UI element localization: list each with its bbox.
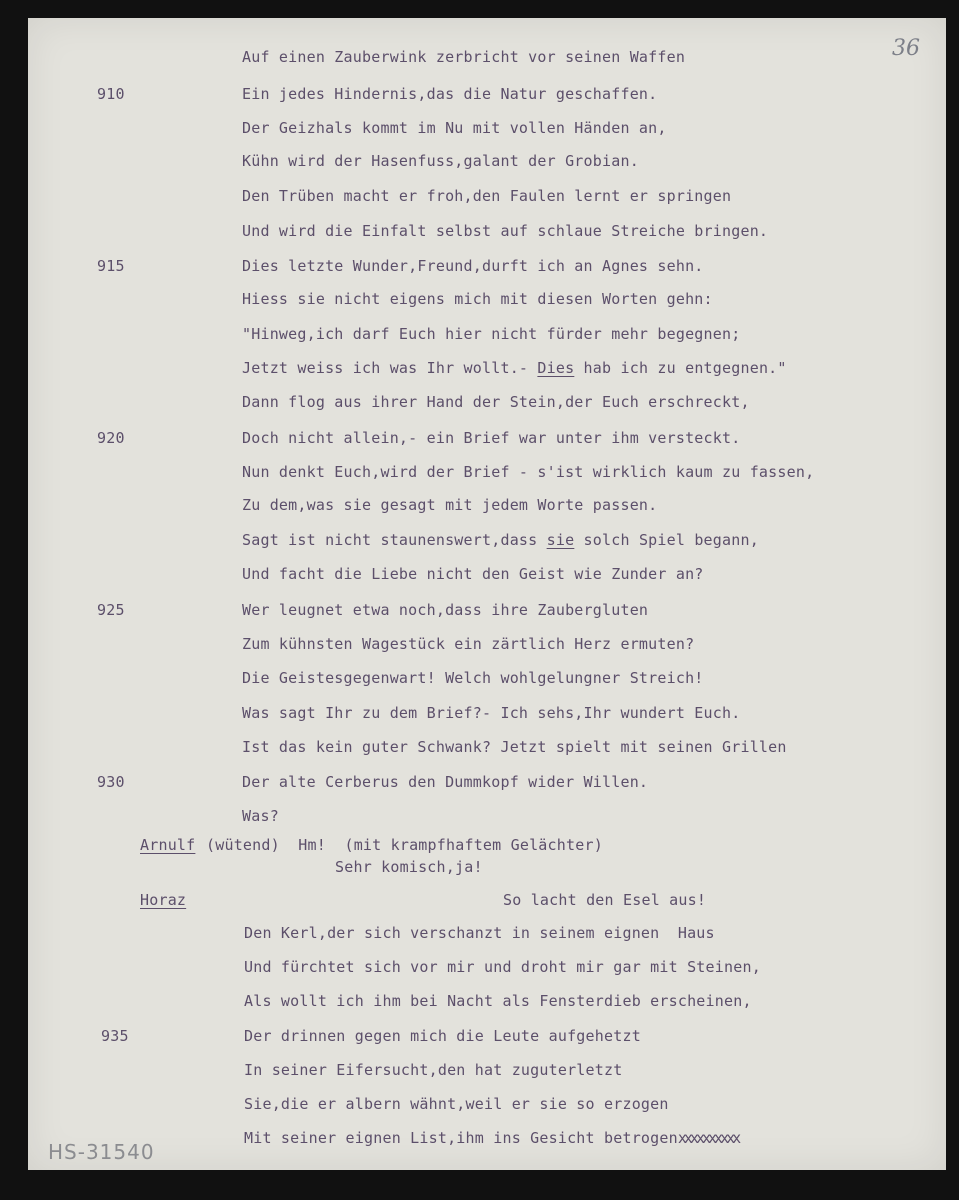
- verse-line: "Hinweg,ich darf Euch hier nicht fürder mehr begegnen;: [242, 325, 741, 343]
- verse-line-part: hab ich zu entgegnen.": [574, 359, 787, 377]
- verse-line: In seiner Eifersucht,den hat zuguterletzt: [244, 1061, 623, 1079]
- verse-line: Zu dem,was sie gesagt mit jedem Worte passen.: [242, 496, 658, 514]
- line-number: 920: [97, 429, 125, 447]
- verse-line: Doch nicht allein,- ein Brief war unter ihm versteckt.: [242, 429, 741, 447]
- verse-line: Der drinnen gegen mich die Leute aufgehetzt: [244, 1027, 641, 1045]
- line-number: 935: [101, 1027, 129, 1045]
- verse-line-part: Sagt ist nicht staunenswert,dass: [242, 531, 547, 549]
- verse-line: Auf einen Zauberwink zerbricht vor seinen Waffen: [242, 48, 686, 66]
- verse-line: Zum kühnsten Wagestück ein zärtlich Herz ermuten?: [242, 635, 695, 653]
- verse-line: Kühn wird der Hasenfuss,galant der Grobian.: [242, 152, 639, 170]
- speaker-line: Sehr komisch,ja!: [335, 858, 483, 876]
- underlined-word: Dies: [537, 359, 575, 377]
- verse-line: Und wird die Einfalt selbst auf schlaue Streiche bringen.: [242, 222, 769, 240]
- verse-line: Hiess sie nicht eigens mich mit diesen Worten gehn:: [242, 290, 713, 308]
- verse-line: Den Kerl,der sich verschanzt in seinem eignen Haus: [244, 924, 715, 942]
- verse-line: Den Trüben macht er froh,den Faulen lernt er springen: [242, 187, 732, 205]
- verse-line: [244, 1129, 738, 1147]
- verse-line-part: Mit seiner eignen List,ihm ins Gesicht betrogen: [244, 1129, 678, 1147]
- verse-line: [242, 359, 787, 377]
- typescript-body: [0, 48, 959, 1148]
- verse-line: Wer leugnet etwa noch,dass ihre Zaubergluten: [242, 601, 649, 619]
- page-number: 36: [892, 36, 920, 61]
- verse-line: Sie,die er albern wähnt,weil er sie so erzogen: [244, 1095, 669, 1113]
- struck-text: xxxxxxxxxx: [677, 1129, 739, 1147]
- verse-line: Dann flog aus ihrer Hand der Stein,der Euch erschreckt,: [242, 393, 750, 411]
- verse-line: Der alte Cerberus den Dummkopf wider Willen.: [242, 773, 649, 791]
- verse-line: Die Geistesgegenwart! Welch wohlgelungner Streich!: [242, 669, 704, 687]
- verse-line: Nun denkt Euch,wird der Brief - s'ist wirklich kaum zu fassen,: [242, 463, 815, 481]
- speaker-name: Horaz: [140, 891, 187, 909]
- stage-direction: (wütend) Hm! (mit krampfhaftem Gelächter): [206, 836, 603, 854]
- verse-line: Dies letzte Wunder,Freund,durft ich an Agnes sehn.: [242, 257, 704, 275]
- verse-line: Und fürchtet sich vor mir und droht mir gar mit Steinen,: [244, 958, 761, 976]
- verse-line-part: solch Spiel begann,: [574, 531, 759, 549]
- verse-line-part: Jetzt weiss ich was Ihr wollt.-: [242, 359, 538, 377]
- line-number: 930: [97, 773, 125, 791]
- verse-line: Ein jedes Hindernis,das die Natur geschaffen.: [242, 85, 658, 103]
- speaker-line: So lacht den Esel aus!: [503, 891, 707, 909]
- speaker-name: Arnulf: [140, 836, 196, 854]
- line-number: 925: [97, 601, 125, 619]
- verse-line: [242, 531, 759, 549]
- underlined-word: sie: [546, 531, 575, 549]
- line-number: 915: [97, 257, 125, 275]
- archive-signature: HS-31540: [48, 1140, 155, 1164]
- line-number: 910: [97, 85, 125, 103]
- verse-line: Was?: [242, 807, 279, 825]
- verse-line: Und facht die Liebe nicht den Geist wie Zunder an?: [242, 565, 704, 583]
- verse-line: Ist das kein guter Schwank? Jetzt spielt mit seinen Grillen: [242, 738, 787, 756]
- verse-line: Der Geizhals kommt im Nu mit vollen Händen an,: [242, 119, 667, 137]
- verse-line: Was sagt Ihr zu dem Brief?- Ich sehs,Ihr wundert Euch.: [242, 704, 741, 722]
- verse-line: Als wollt ich ihm bei Nacht als Fensterdieb erscheinen,: [244, 992, 752, 1010]
